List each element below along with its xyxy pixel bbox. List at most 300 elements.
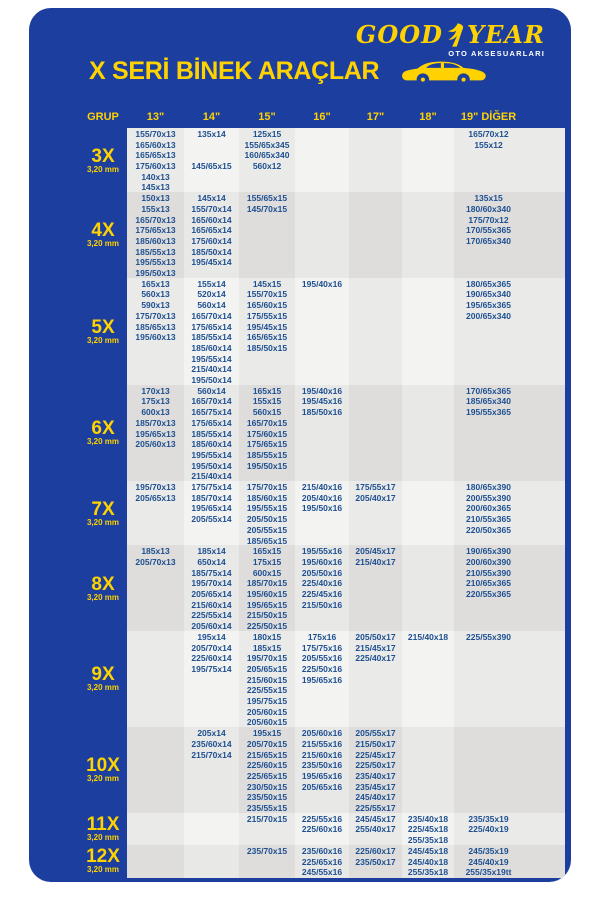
tire-size: 205/50x17 [355,631,396,642]
size-cell [184,385,239,482]
tire-size: 205/40x16 [301,492,343,503]
group-thickness: 3,20 mm [86,833,120,843]
size-cell [349,481,402,546]
tire-size: 145x15 [252,278,282,289]
tire-size: 185/60x15 [246,492,288,503]
tire-size: 195/65x16 [301,770,343,781]
tire-size: 215/40x17 [355,556,396,567]
tire-size: 195/50x13 [135,268,176,278]
group-label-8x [29,545,127,632]
main-panel [29,8,571,882]
tire-size: 200/60x390 [466,556,511,567]
group-name: 12X [86,846,120,868]
tire-size: 225/60x16 [301,824,343,835]
tire-size: 195/70x13 [135,482,176,493]
tire-size: 195/65x16 [301,674,343,685]
tire-size: 215/45x17 [355,642,396,653]
tire-size: 175/60x15 [246,428,288,439]
tire-size: 175x16 [307,631,337,642]
size-cell [295,192,349,279]
tire-size: 195/50x14 [191,460,232,471]
tire-size: 195/50x16 [301,503,343,514]
tire-size: 590x13 [141,300,170,311]
tire-size: 235/50x15 [246,792,288,803]
tire-size: 225/45x18 [407,824,449,835]
group-thickness: 3,20 mm [86,335,120,345]
tire-size: 195x15 [252,728,282,739]
tire-size: 195/50x15 [246,460,288,471]
tire-size: 195/55x13 [135,257,176,268]
tire-size: 175/55x17 [355,482,396,493]
size-cell [184,845,239,878]
size-cell [239,385,295,482]
size-cell [127,545,184,632]
tire-size: 180/65x365 [466,278,511,289]
tire-size: 255/40x17 [355,824,396,835]
tire-size: 235/60x14 [191,738,232,749]
group-name: 7X [91,498,115,520]
group-name: 10X [86,755,120,777]
tire-size: 225/45x16 [301,589,343,600]
tire-size: 235/45x17 [355,781,396,792]
size-cell [402,385,454,482]
tire-size: 195/55x14 [191,449,232,460]
tire-size: 225/65x16 [301,856,343,867]
group-thickness: 3,20 mm [86,683,120,693]
tire-size: 205/45x17 [355,546,396,557]
tire-size: 205/50x16 [301,567,343,578]
group-thickness: 3,20 mm [86,437,120,447]
group-thickness: 3,20 mm [86,239,120,249]
tire-size: 155x15 [252,396,282,407]
tire-size: 170/55x365 [466,225,511,236]
logo-text-good: GOOD [355,20,443,49]
group-label-4x [29,192,127,279]
tire-size: 185/50x16 [301,407,343,418]
header-size-col-1: 13" [146,111,165,123]
tire-size: 175x13 [141,396,170,407]
group-row-7x [29,481,565,545]
tire-size: 185/55x14 [191,428,232,439]
tire-size: 215/50x17 [355,738,396,749]
group-label-6x [29,385,127,482]
group-name: 5X [91,316,115,338]
tire-size: 205/70x14 [191,642,232,653]
size-cell [239,813,295,846]
size-cell [454,192,565,279]
tire-size: 175/70x12 [468,214,509,225]
tire-size: 135x15 [474,193,503,204]
tire-size: 230/50x15 [246,781,288,792]
tire-size: 195/45x16 [301,396,343,407]
group-thickness: 3,20 mm [86,592,120,602]
size-cell [402,727,454,814]
tire-size: 155x12 [474,139,503,150]
tire-size: 185/70x14 [191,492,232,503]
group-row-9x [29,631,565,727]
tire-size: 220/50x365 [466,524,511,535]
page-title: X SERİ BİNEK ARAÇLAR [89,56,380,85]
tire-size: 185/65x13 [135,321,176,332]
tire-size [184,150,239,161]
tire-size: 140x13 [141,171,170,182]
tire-size: 145x14 [197,193,226,204]
tire-size: 215/40x14 [191,471,232,482]
header-size-col-4: 16" [313,111,331,123]
tire-size: 165x15 [252,385,282,396]
tire-size: 200/60x365 [466,503,511,514]
tire-size: 185x15 [252,642,282,653]
group-label-9x [29,631,127,728]
tire-size: 215/60x14 [191,599,232,610]
tire-size: 170/65x365 [466,385,511,396]
header-size-col-7: 19" DİĞER [460,111,517,123]
tire-size: 225/40x16 [301,578,343,589]
tire-size: 175/75x16 [301,642,343,653]
size-cell [184,128,239,193]
header-size-col-3: 15" [258,111,276,123]
tire-size: 225/60x17 [355,845,396,856]
tire-size: 225/50x16 [301,663,343,674]
title-row [89,54,487,88]
header-size-col-6: 18" [419,111,437,123]
tire-size: 195/55x15 [246,503,288,514]
tire-size: 225/55x15 [246,685,288,696]
tire-size: 205/60x15 [246,717,288,728]
group-row-11x [29,813,565,845]
tire-size: 600x13 [141,407,170,418]
tire-size: 185/65x340 [466,396,511,407]
tire-size: 235/50x16 [301,760,343,771]
tire-size: 155/65x345 [244,139,290,150]
car-icon [401,54,487,88]
tire-size: 205/70x15 [246,738,288,749]
tire-size: 225/40x19 [468,824,509,835]
size-cell [239,545,295,632]
tire-size: 255/35x18 [407,867,449,878]
size-cell [239,727,295,814]
tire-size: 195/60x15 [246,589,288,600]
tire-size: 215/40x18 [407,631,449,642]
tire-size: 185/70x13 [135,417,176,428]
tire-size: 215/50x15 [246,610,288,621]
size-cell [349,192,402,279]
tire-size: 165/65x14 [191,225,232,236]
tire-size: 225/50x15 [246,621,288,632]
tire-size: 165/65x15 [246,332,288,343]
size-cell [239,128,295,193]
tire-size: 215/40x16 [301,482,343,493]
tire-size: 185/60x13 [135,235,176,246]
tire-size: 225/50x17 [355,760,396,771]
tire-size: 245/40x17 [355,792,396,803]
tire-size: 205x14 [197,728,226,739]
tire-size: 205/60x13 [135,439,176,450]
tire-size: 185/60x14 [191,439,232,450]
group-row-5x [29,278,565,385]
tire-size: 255/35x18 [407,835,449,846]
size-cell [295,813,349,846]
tire-size: 600x15 [252,567,282,578]
tire-size: 135x14 [197,129,226,139]
tire-size: 145/65x15 [191,161,232,172]
group-label-10x [29,727,127,814]
group-name: 9X [91,664,115,686]
tire-size: 205/60x15 [246,706,288,717]
tire-size: 215/40x14 [191,364,232,375]
tire-size: 190/65x340 [466,289,511,300]
size-cell [454,845,565,878]
tire-size: 185x13 [141,546,170,557]
size-cell [349,845,402,878]
tire-size: 225/55x17 [355,802,396,813]
tire-size: 235/70x15 [246,845,288,856]
tire-size: 185x14 [197,546,226,557]
tire-size: 215/60x16 [301,749,343,760]
tire-size: 235/40x18 [407,813,449,824]
size-cell [295,845,349,878]
tire-size: 245/40x19 [468,856,509,867]
tire-size: 235/55x15 [246,802,288,813]
tire-size: 185/65x15 [246,535,288,546]
size-cell [184,631,239,728]
tire-size: 170x13 [141,385,170,396]
tire-size: 195x14 [197,631,226,642]
tire-size: 180x15 [252,631,282,642]
tire-size: 175/65x14 [191,321,232,332]
size-cell [402,545,454,632]
size-cell [295,128,349,193]
group-row-12x [29,845,565,877]
tire-size: 195/55x16 [301,546,343,557]
tire-size: 205/50x15 [246,514,288,525]
tire-size: 205/65x14 [191,589,232,600]
tire-size: 175/75x14 [191,482,232,493]
tire-size: 145/70x15 [246,203,288,214]
group-row-3x [29,128,565,192]
tire-size: 215/55x16 [301,738,343,749]
tire-size: 175x15 [252,556,282,567]
tire-size: 210/55x390 [466,567,511,578]
size-cell [349,727,402,814]
tire-size: 175/60x14 [191,235,232,246]
tire-size: 205/65x15 [246,663,288,674]
tire-size: 245/45x18 [407,845,449,856]
header-size-col-2: 14" [202,111,221,123]
size-cell [127,845,184,878]
tire-size: 185/70x15 [246,578,288,589]
group-name: 6X [91,418,115,440]
tire-size: 225/45x17 [355,749,396,760]
tire-size: 205/65x16 [301,781,343,792]
tire-size: 205/55x14 [191,514,232,525]
tire-size: 210/55x365 [466,514,511,525]
tire-size: 205/55x15 [246,524,288,535]
tire-size: 255/35x19tt [465,867,512,878]
size-cell [127,128,184,193]
size-cell [454,727,565,814]
tire-size: 185/50x14 [191,246,232,257]
tire-size: 165/70x14 [191,396,232,407]
size-table [29,128,565,877]
tire-size: 235/40x17 [355,770,396,781]
tire-size: 205/70x13 [135,556,176,567]
size-cell [239,631,295,728]
tire-size: 195/60x16 [301,556,343,567]
tire-size: 215/50x16 [301,599,343,610]
size-cell [402,192,454,279]
group-row-10x [29,727,565,813]
tire-size: 195/50x14 [191,374,232,385]
tire-size: 235/35x19 [468,813,509,824]
tire-size: 170/65x340 [466,235,511,246]
tire-size: 200/55x390 [466,492,511,503]
tire-size: 195/65x15 [246,599,288,610]
tire-size: 560x14 [197,300,226,311]
tire-size: 165/75x14 [191,407,232,418]
group-label-5x [29,278,127,386]
size-cell [127,481,184,546]
tire-size: 125x15 [252,129,282,139]
tire-size: 225/55x390 [466,631,511,642]
group-label-12x [29,845,127,878]
size-cell [402,813,454,846]
size-cell [239,481,295,546]
goodyear-logo [356,22,545,58]
tire-size: 160/65x340 [244,150,290,161]
tire-size: 560x13 [141,289,170,300]
group-name: 8X [91,573,115,595]
tire-size: 205/40x17 [355,492,396,503]
tire-size: 245/40x18 [407,856,449,867]
size-cell [349,813,402,846]
size-cell [402,631,454,728]
size-cell [295,385,349,482]
tire-size: 205/65x13 [135,492,176,503]
tire-size: 225/40x17 [355,653,396,664]
size-cell [454,385,565,482]
size-cell [184,481,239,546]
tire-size: 560x15 [252,407,282,418]
tire-size: 185/60x14 [191,342,232,353]
tire-size: 155/70x14 [191,203,232,214]
group-name: 3X [91,145,115,167]
tire-size: 185/55x13 [135,246,176,257]
size-cell [349,278,402,386]
size-cell [127,385,184,482]
tire-size: 185/75x14 [191,567,232,578]
tire-size: 245/35x19 [468,845,509,856]
tire-size: 165/60x14 [191,214,232,225]
size-cell [295,727,349,814]
tire-size: 245/55x16 [301,867,343,878]
tire-size: 185/55x14 [191,332,232,343]
tire-size: 195/45x15 [246,321,288,332]
tire-size: 165x13 [141,278,170,289]
tire-size: 165x15 [252,546,282,557]
size-cell [127,813,184,846]
tire-size: 165/70x14 [191,310,232,321]
size-cell [184,813,239,846]
size-cell [184,192,239,279]
tire-size: 220/55x365 [466,589,511,600]
size-cell [295,631,349,728]
tire-size: 205/60x14 [191,621,232,632]
wingfoot-icon [445,21,466,49]
group-thickness: 3,20 mm [86,164,120,174]
tire-size: 195/65x13 [135,428,176,439]
tire-size: 175/55x15 [246,310,288,321]
tire-size: 175/70x13 [135,310,176,321]
tire-size: 165/60x15 [246,300,288,311]
group-thickness: 3,20 mm [86,517,120,527]
tire-size: 215/70x15 [246,813,288,824]
tire-size: 195/65x365 [466,300,511,311]
tire-size: 195/40x16 [301,278,343,289]
size-cell [349,545,402,632]
tire-size: 195/75x15 [246,695,288,706]
tire-size: 225/60x14 [191,653,232,664]
size-cell [295,545,349,632]
tire-size: 185/50x15 [246,342,288,353]
group-name: 4X [91,220,115,242]
tire-size: 195/55x14 [191,353,232,364]
column-headers [29,109,565,125]
tire-size: 155/70x13 [135,129,176,139]
group-label-11x [29,813,127,846]
tire-size: 180/60x340 [466,203,511,214]
tire-size: 205/55x16 [301,653,343,664]
size-cell [127,727,184,814]
group-row-6x [29,385,565,481]
tire-size: 225/60x15 [246,760,288,771]
size-cell [295,481,349,546]
tire-size: 205/60x16 [301,728,343,739]
logo-text-year: YEAR [467,20,545,49]
tire-size: 175/65x13 [135,225,176,236]
tire-size: 180/65x390 [466,482,511,493]
size-cell [454,631,565,728]
tire-size: 190/65x390 [466,546,511,557]
size-cell [184,727,239,814]
tire-size: 225/55x16 [301,813,343,824]
group-name: 11X [86,814,120,836]
goodyear-wordmark [356,22,545,48]
size-cell [402,845,454,878]
tire-size: 225/65x15 [246,770,288,781]
group-label-7x [29,481,127,546]
tire-size: 175/60x13 [135,161,176,172]
tire-size: 215/70x14 [191,749,232,760]
tire-size: 155/70x15 [246,289,288,300]
tire-size: 195/70x15 [246,653,288,664]
group-thickness: 3,20 mm [86,774,120,784]
tire-size: 650x14 [197,556,226,567]
size-cell [454,813,565,846]
tire-size: 175/65x15 [246,439,288,450]
tire-size: 195/70x14 [191,578,232,589]
tire-size: 155/65x15 [246,193,288,204]
size-cell [349,385,402,482]
tire-size: 235/50x17 [355,856,396,867]
tire-size: 195/40x16 [301,385,343,396]
tire-size: 560x14 [197,385,226,396]
logo-tagline: OTO AKSESUARLARI [448,49,545,58]
tire-size: 200/65x340 [466,310,511,321]
tire-size: 235/60x16 [301,845,343,856]
tire-size: 175/65x14 [191,417,232,428]
group-label-3x [29,128,127,193]
